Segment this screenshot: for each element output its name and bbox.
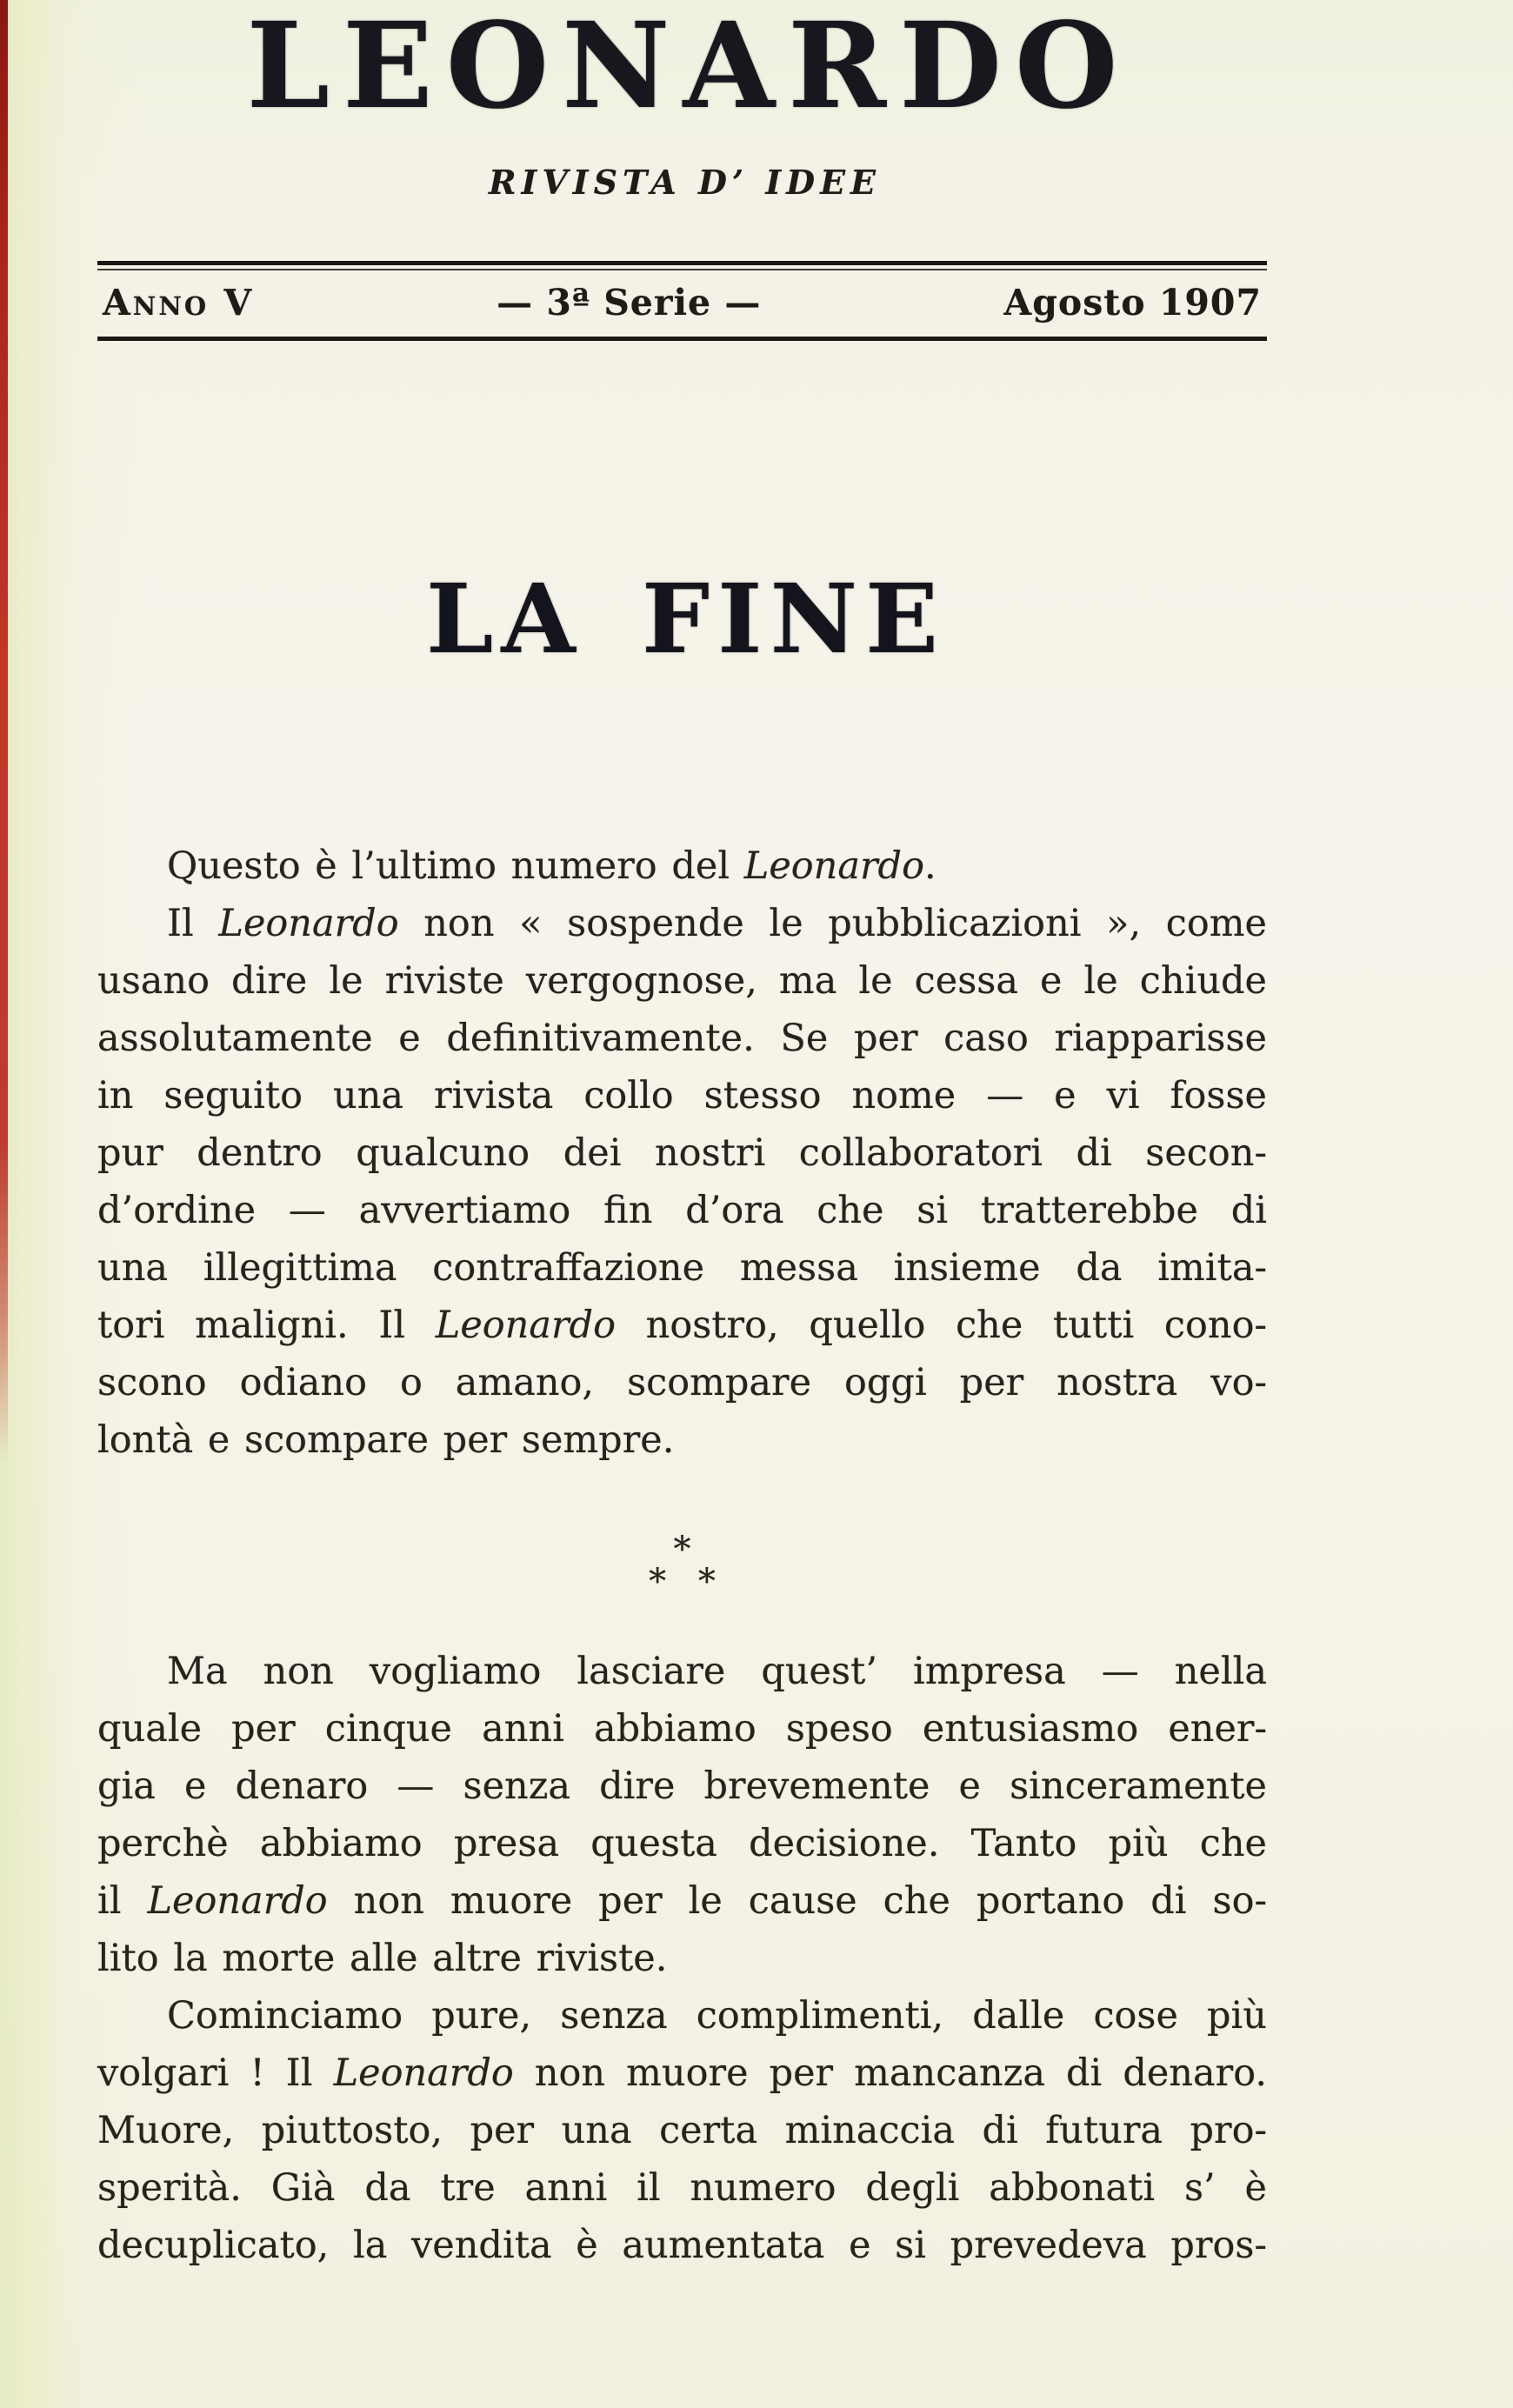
asterism-top: * [673, 1530, 691, 1570]
text-line [97, 1010, 1267, 1067]
text-segment: Muore, piuttosto, per una certa minaccia di futura pro- [97, 2109, 1267, 2152]
masthead-subtitle: RIVISTA D’ IDEE [488, 163, 882, 202]
text-segment: in seguito una rivista collo stesso nome — e vi fosse [97, 1074, 1267, 1117]
text-line [97, 1124, 1267, 1182]
scan-left-edge-tint [0, 0, 61, 2408]
text-line [97, 1872, 1267, 1930]
masthead-title: LEONARDO [246, 0, 1131, 136]
italic-title-text: Leonardo [435, 1304, 616, 1347]
text-line [97, 1815, 1267, 1872]
italic-title-text: Leonardo [743, 844, 924, 888]
text-line [97, 1067, 1267, 1124]
text-segment: non « sospende le pubblicazioni », come [398, 902, 1267, 945]
paragraph [97, 1643, 1267, 1987]
text-line [97, 837, 1267, 895]
text-line [97, 895, 1267, 952]
scan-red-edge-strip [0, 0, 8, 1461]
issue-series-label: — 3ª Serie — [497, 282, 762, 324]
paragraph [97, 837, 1267, 895]
text-segment: assolutamente e definitivamente. Se per caso riapparisse [97, 1017, 1267, 1060]
text-segment: lito la morte alle altre riviste. [97, 1937, 668, 1980]
paragraph [97, 1987, 1267, 2274]
text-segment: pur dentro qualcuno dei nostri collaboratori di secon- [97, 1131, 1267, 1175]
text-segment: lontà e scompare per sempre. [97, 1418, 675, 1462]
text-line [97, 1987, 1267, 2044]
text-line [97, 1354, 1267, 1411]
issue-bar-bottom-rule [97, 337, 1267, 341]
text-segment: scono odiano o amano, scompare oggi per nostra vo- [97, 1361, 1267, 1404]
text-line [97, 952, 1267, 1010]
text-segment: non muore per mancanza di denaro. [513, 2051, 1267, 2095]
article-body [97, 837, 1267, 2274]
asterism-bottom: * * [649, 1562, 716, 1602]
text-segment: d’ordine — avvertiamo fin d’ora che si tratterebbe di [97, 1189, 1267, 1232]
issue-bar-row [97, 270, 1267, 337]
asterism-divider [97, 1469, 1267, 1643]
text-segment: tori maligni. Il [97, 1304, 436, 1347]
issue-year-label: Anno V [103, 282, 255, 324]
text-segment: volgari ! Il [97, 2051, 334, 2095]
text-line [97, 1411, 1267, 1469]
text-line [97, 2044, 1267, 2102]
article-title: LA FINE [426, 563, 946, 675]
text-segment: nostro, quello che tutti cono- [615, 1304, 1267, 1347]
text-line [97, 2159, 1267, 2217]
paragraph [97, 895, 1267, 1469]
text-segment: Cominciamo pure, senza complimenti, dalle cose più [167, 1994, 1267, 2038]
text-line [97, 1700, 1267, 1758]
issue-bar [97, 261, 1267, 341]
text-segment: Il [167, 902, 219, 945]
text-segment: decuplicato, la vendita è aumentata e si prevedeva pros- [97, 2224, 1267, 2267]
text-segment: quale per cinque anni abbiamo speso entusiasmo ener- [97, 1707, 1267, 1751]
text-segment: il [97, 1879, 148, 1923]
text-segment: una illegittima contraffazione messa insieme da imita- [97, 1246, 1267, 1290]
text-line [97, 1643, 1267, 1700]
text-line [97, 1930, 1267, 1987]
issue-bar-top-rule [97, 261, 1267, 270]
text-segment: non muore per le cause che portano di so- [327, 1879, 1267, 1923]
text-line [97, 1758, 1267, 1815]
text-segment: sperità. Già da tre anni il numero degli abbonati s’ è [97, 2166, 1267, 2210]
text-segment: usano dire le riviste vergognose, ma le cessa e le chiude [97, 959, 1267, 1003]
text-segment: gia e denaro — senza dire brevemente e sinceramente [97, 1764, 1267, 1808]
text-line [97, 1182, 1267, 1239]
italic-title-text: Leonardo [333, 2051, 514, 2095]
text-line [97, 2102, 1267, 2159]
issue-date-label: Agosto 1907 [1003, 282, 1262, 324]
text-segment: Questo è l’ultimo numero del [167, 844, 744, 888]
text-segment: Ma non vogliamo lasciare quest’ impresa — nella [167, 1650, 1267, 1693]
italic-title-text: Leonardo [147, 1879, 328, 1923]
italic-title-text: Leonardo [218, 902, 399, 945]
text-line [97, 1297, 1267, 1354]
text-line [97, 2217, 1267, 2274]
text-line [97, 1239, 1267, 1297]
text-segment: . [923, 844, 936, 888]
text-segment: perchè abbiamo presa questa decisione. Tanto più che [97, 1822, 1267, 1865]
